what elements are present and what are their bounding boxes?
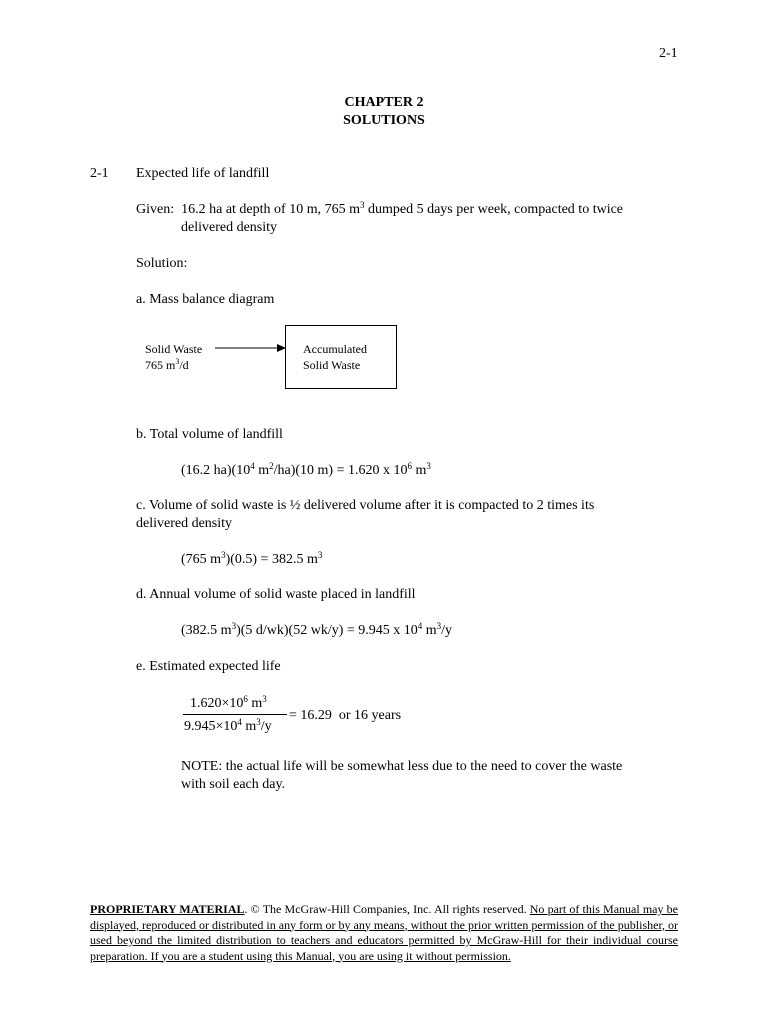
page-number: 2-1 xyxy=(659,46,678,61)
given-line-2: delivered density xyxy=(181,220,278,235)
step-c-heading-2: delivered density xyxy=(136,516,233,531)
equation-c: (765 $m^3)(0.5) = 382.5$ $m^3$ xyxy=(181,550,323,567)
fraction-result: = 16.29 or 16 years xyxy=(289,708,402,723)
fraction-numerator: $1.620\times 10^6$ $m^3$ xyxy=(190,694,267,711)
chapter-title: CHAPTER 2 xyxy=(344,95,424,110)
diagram-input-label-2: 765 $m^3/d$ xyxy=(145,357,189,372)
problem-number: 2-1 xyxy=(90,166,109,181)
step-c-heading-1: c. Volume of solid waste is ½ delivered volume after it is compacted to 2 times its xyxy=(136,498,595,513)
chapter-subtitle: SOLUTIONS xyxy=(343,113,425,128)
step-a-heading: a. Mass balance diagram xyxy=(136,292,275,307)
step-e-heading: e. Estimated expected life xyxy=(136,659,281,674)
step-b-heading: b. Total volume of landfill xyxy=(136,427,283,442)
fraction-bar xyxy=(183,714,287,715)
note-line-2: with soil each day. xyxy=(181,777,286,792)
given-label: Given: xyxy=(136,202,175,217)
solution-label: Solution: xyxy=(136,256,188,271)
note-line-1: NOTE: the actual life will be somewhat less due to the need to cover the waste xyxy=(181,759,623,774)
footer-text: . © The McGraw-Hill Companies, Inc. All rights reserved. xyxy=(244,902,530,916)
fraction-denominator: $9.945\times 10^4$ $m^3/y$ xyxy=(184,717,272,734)
footer-label: PROPRIETARY MATERIAL xyxy=(90,902,245,916)
footer-underlined-text: No part of this Manual may be displayed, reproduced or distributed in any form or by any means, without the prior written permission of the publisher, or used beyond the limited distribution to teachers and educators permitted by McGraw-Hill for their individual course preparation. If you are a student using this Manual, you are using it without permission. xyxy=(90,902,678,963)
problem-title: Expected life of landfill xyxy=(136,166,270,181)
equation-b: (16.2 $ha)(10^4$ $m^2/ha)(10$ m) = 1.620 x $10^6$ $m^3$ xyxy=(181,461,431,478)
equation-d: (382.5 $m^3)(5$ d/wk)(52 wk/y) = 9.945 x $10^4$ $m^3/y$ xyxy=(181,621,453,638)
diagram-input-label-1: Solid Waste xyxy=(145,342,203,356)
step-d-heading: d. Annual volume of solid waste placed in landfill xyxy=(136,587,416,602)
diagram-box-label-2: Solid Waste xyxy=(303,358,361,372)
proprietary-footer xyxy=(90,902,678,964)
diagram-box-label-1: Accumulated xyxy=(303,342,367,356)
diagram-arrow-icon xyxy=(213,342,288,354)
given-line-1: Given: 16.2 ha at depth of 10 m, 765 $m^3$ dumped 5 days per week, compacted to twice xyxy=(136,200,624,217)
